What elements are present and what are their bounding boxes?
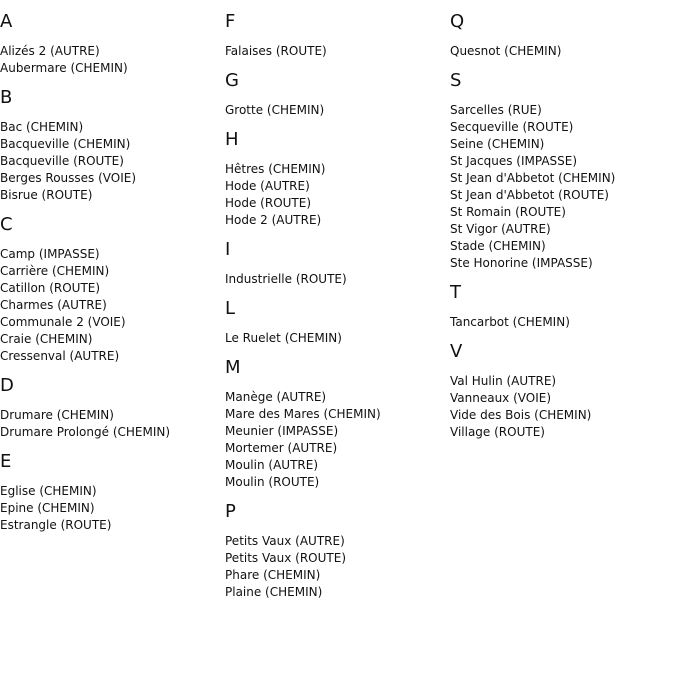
letter-heading: S	[450, 70, 462, 91]
letter-group	[225, 10, 450, 60]
street-link[interactable]: St Vigor (AUTRE)	[450, 222, 551, 236]
street-link[interactable]: Bacqueville (CHEMIN)	[0, 137, 131, 151]
letter-group	[225, 297, 450, 347]
street-link[interactable]: Secqueville (ROUTE)	[450, 120, 574, 134]
street-link[interactable]: Bacqueville (ROUTE)	[0, 154, 124, 168]
street-link[interactable]: Hode (AUTRE)	[225, 179, 310, 193]
street-link[interactable]: Cressenval (AUTRE)	[0, 349, 120, 363]
street-link[interactable]: Plaine (CHEMIN)	[225, 585, 323, 599]
letter-group	[0, 450, 225, 534]
letter-heading: V	[450, 341, 463, 362]
letter-heading: C	[0, 214, 13, 235]
letter-group	[0, 374, 225, 441]
letter-group	[450, 10, 675, 60]
letter-group	[225, 500, 450, 601]
street-link[interactable]: Vide des Bois (CHEMIN)	[450, 408, 592, 422]
street-link[interactable]: Mare des Mares (CHEMIN)	[225, 407, 381, 421]
street-link[interactable]: Vanneaux (VOIE)	[450, 391, 552, 405]
street-link[interactable]: Craie (CHEMIN)	[0, 332, 93, 346]
column-3	[450, 10, 675, 450]
letter-group	[0, 213, 225, 365]
street-link[interactable]: Eglise (CHEMIN)	[0, 484, 97, 498]
street-link[interactable]: Alizés 2 (AUTRE)	[0, 44, 100, 58]
letter-heading: D	[0, 375, 14, 396]
street-link[interactable]: Seine (CHEMIN)	[450, 137, 545, 151]
street-link[interactable]: Industrielle (ROUTE)	[225, 272, 347, 286]
street-link[interactable]: St Romain (ROUTE)	[450, 205, 566, 219]
letter-heading: B	[0, 87, 13, 108]
street-link[interactable]: Petits Vaux (ROUTE)	[225, 551, 346, 565]
letter-heading: M	[225, 357, 241, 378]
letter-heading: P	[225, 501, 236, 522]
street-link[interactable]: Mortemer (AUTRE)	[225, 441, 338, 455]
letter-heading: T	[450, 282, 461, 303]
letter-heading: L	[225, 298, 236, 319]
letter-heading: A	[0, 11, 13, 32]
street-link[interactable]: Val Hulin (AUTRE)	[450, 374, 557, 388]
street-link[interactable]: Bac (CHEMIN)	[0, 120, 84, 134]
street-link[interactable]: Tancarbot (CHEMIN)	[450, 315, 570, 329]
street-link[interactable]: Drumare (CHEMIN)	[0, 408, 114, 422]
letter-heading: F	[225, 11, 236, 32]
street-link[interactable]: Charmes (AUTRE)	[0, 298, 107, 312]
street-link[interactable]: Phare (CHEMIN)	[225, 568, 321, 582]
street-link[interactable]: Petits Vaux (AUTRE)	[225, 534, 345, 548]
street-link[interactable]: Ste Honorine (IMPASSE)	[450, 256, 593, 270]
street-link[interactable]: Hêtres (CHEMIN)	[225, 162, 326, 176]
street-link[interactable]: Falaises (ROUTE)	[225, 44, 327, 58]
letter-heading: Q	[450, 11, 465, 32]
column-1	[0, 10, 225, 543]
street-link[interactable]: Moulin (ROUTE)	[225, 475, 320, 489]
street-link[interactable]: Grotte (CHEMIN)	[225, 103, 325, 117]
letter-heading: G	[225, 70, 239, 91]
street-link[interactable]: Carrière (CHEMIN)	[0, 264, 110, 278]
letter-heading: H	[225, 129, 239, 150]
street-link[interactable]: Aubermare (CHEMIN)	[0, 61, 128, 75]
street-link[interactable]: Epine (CHEMIN)	[0, 501, 95, 515]
letter-group	[450, 69, 675, 272]
letter-group	[450, 281, 675, 331]
letter-group	[225, 238, 450, 288]
street-link[interactable]: Quesnot (CHEMIN)	[450, 44, 562, 58]
street-link[interactable]: Estrangle (ROUTE)	[0, 518, 112, 532]
street-link[interactable]: Camp (IMPASSE)	[0, 247, 100, 261]
letter-heading: E	[0, 451, 12, 472]
letter-group	[225, 69, 450, 119]
letter-heading: I	[225, 239, 231, 260]
street-link[interactable]: Drumare Prolongé (CHEMIN)	[0, 425, 171, 439]
street-link[interactable]: Hode 2 (AUTRE)	[225, 213, 322, 227]
street-link[interactable]: Manège (AUTRE)	[225, 390, 327, 404]
letter-group	[225, 128, 450, 229]
column-2	[225, 10, 450, 610]
street-link[interactable]: Catillon (ROUTE)	[0, 281, 101, 295]
street-link[interactable]: Le Ruelet (CHEMIN)	[225, 331, 342, 345]
street-link[interactable]: St Jean d'Abbetot (ROUTE)	[450, 188, 609, 202]
street-link[interactable]: Communale 2 (VOIE)	[0, 315, 126, 329]
street-link[interactable]: St Jacques (IMPASSE)	[450, 154, 578, 168]
street-link[interactable]: Stade (CHEMIN)	[450, 239, 546, 253]
street-link[interactable]: Berges Rousses (VOIE)	[0, 171, 137, 185]
letter-group	[0, 86, 225, 204]
street-link[interactable]: Bisrue (ROUTE)	[0, 188, 93, 202]
street-link[interactable]: Village (ROUTE)	[450, 425, 545, 439]
letter-group	[225, 356, 450, 491]
letter-group	[450, 340, 675, 441]
street-link[interactable]: Moulin (AUTRE)	[225, 458, 318, 472]
street-link[interactable]: Sarcelles (RUE)	[450, 103, 542, 117]
street-link[interactable]: Meunier (IMPASSE)	[225, 424, 339, 438]
letter-group	[0, 10, 225, 77]
street-link[interactable]: Hode (ROUTE)	[225, 196, 312, 210]
street-link[interactable]: St Jean d'Abbetot (CHEMIN)	[450, 171, 616, 185]
